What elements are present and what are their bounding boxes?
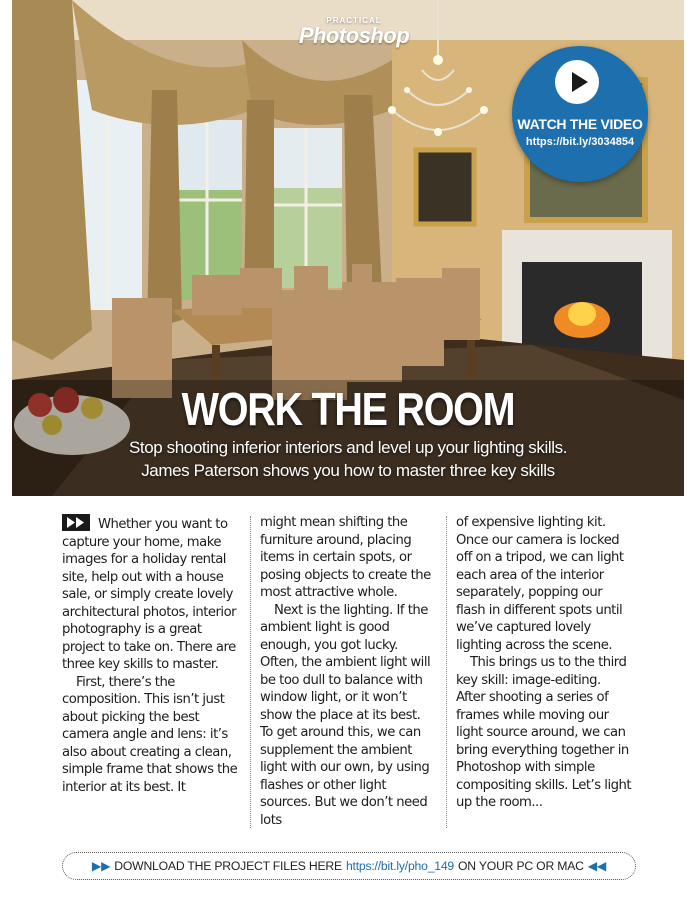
hero-image	[12, 0, 684, 496]
paragraph: This brings us to the third key skill: image-editing. After shooting a series of frames while moving our light source around, we can bring everything together in Photoshop with simple compositing skills. Let’s light up the room...	[456, 655, 632, 810]
article-body	[62, 514, 640, 832]
column-1	[62, 514, 238, 796]
fast-forward-icon: ▶▶	[91, 859, 111, 873]
paragraph: might mean shifting the furniture around, placing items in certain spots, or posing objects to create the most attractive whole.	[260, 515, 431, 600]
watch-video-badge[interactable]	[512, 46, 648, 182]
fast-forward-icon	[62, 514, 90, 531]
download-suffix: ON YOUR PC OR MAC	[458, 859, 584, 873]
magazine-logo	[294, 16, 414, 47]
column-3	[456, 514, 632, 812]
paragraph: First, there’s the composition. This isn’t just about picking the best camera angle and lens: it’s also about creating a clean, simple frame that shows the interior at its best. It	[62, 674, 238, 795]
standfirst-line-2: James Paterson shows you how to master three key skills	[141, 461, 555, 480]
column-divider	[446, 516, 447, 828]
paragraph: of expensive lighting kit. Once our camera is locked off on a tripod, we can light each area of the interior separately, popping our flash in different spots until we’ve captured lovely lighting across the scene.	[456, 515, 624, 653]
download-prefix: DOWNLOAD THE PROJECT FILES HERE	[114, 859, 342, 873]
paragraph-text: Whether you want to capture your home, make images for a holiday rental site, help out with a house sale, or simply create lovely architectural photos, interior photography is a great project to take on. There are three key skills to master.	[62, 517, 237, 672]
column-divider	[250, 516, 251, 828]
download-link[interactable]: https://bit.ly/pho_149	[345, 859, 455, 873]
paragraph: Next is the lighting. If the ambient light is good enough, you got lucky. Often, the ambient light will be too dull to balance with window light, or it won’t show the place at its best. To get around this, we can supplement the ambient light with our own, by using flashes or other light sources. But we don’t need lots	[260, 602, 431, 828]
article-standfirst	[12, 436, 684, 482]
watch-video-url[interactable]: https://bit.ly/3034854	[525, 136, 635, 148]
paragraph	[62, 514, 238, 674]
play-icon[interactable]	[555, 60, 599, 104]
download-bar	[62, 852, 636, 880]
standfirst-line-1: Stop shooting inferior interiors and level up your lighting skills.	[128, 438, 568, 457]
logo-name: Photoshop	[298, 23, 410, 48]
rewind-icon: ◀◀	[587, 859, 607, 873]
logo-prefix: PRACTICAL	[326, 16, 382, 25]
article-headline: WORK THE ROOM	[181, 383, 515, 435]
column-2	[260, 514, 436, 829]
watch-video-label: WATCH THE VIDEO	[517, 116, 643, 132]
